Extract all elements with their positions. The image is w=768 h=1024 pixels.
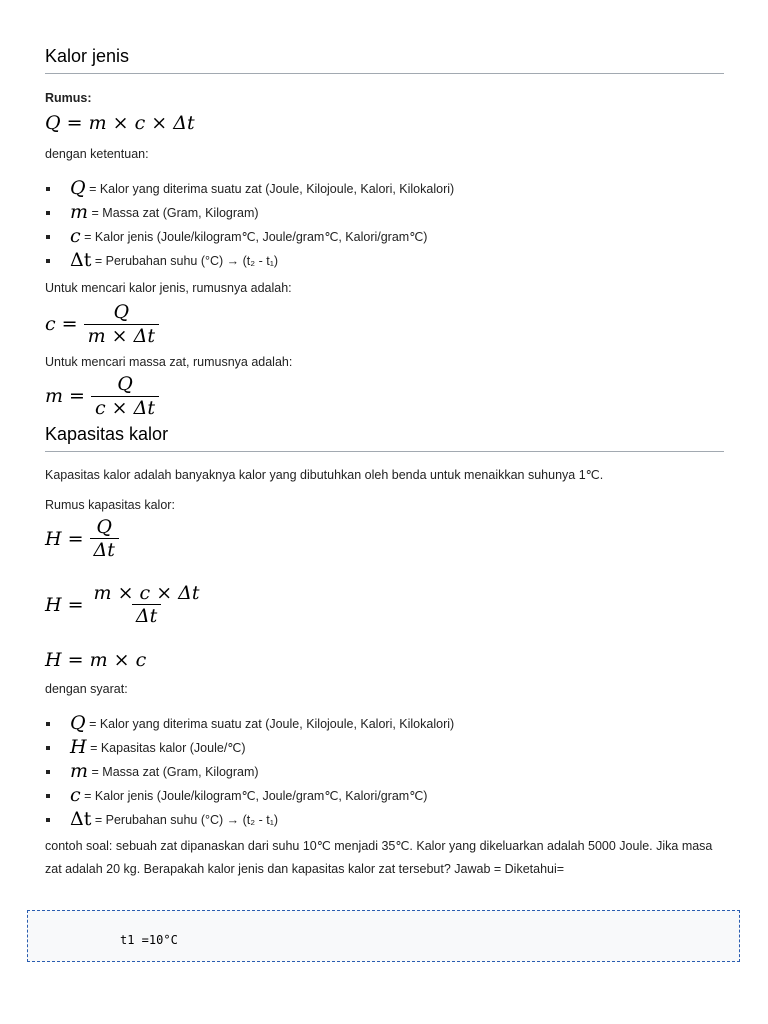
list-item-text: = Kalor yang diterima suatu zat (Joule, Kilojoule, Kalori, Kilokalori) [89,181,455,196]
formula-main: Q = m × c × Δt [45,111,195,134]
rumus-kapasitas-label: Rumus kapasitas kalor: [45,497,175,512]
list-item [45,759,724,783]
formula-h3: H = m × c [45,648,147,671]
section-heading-kalor-jenis: Kalor jenis [45,0,724,74]
rumus-label: Rumus: [45,90,92,105]
list-item [45,807,724,831]
contoh-soal-line-2: zat adalah 20 kg. Berapakah kalor jenis dan kapasitas kalor zat tersebut? Jawab = Diketahui= [45,861,565,876]
definition-list-1 [45,176,724,272]
list-item [45,200,724,224]
fraction-denominator: Δt [132,604,161,628]
list-item-text: = Massa zat (Gram, Kilogram) [91,205,259,220]
list-item-text: = Perubahan suhu (°C) → (t₂ - t₁) [94,812,279,827]
list-item-text: = Kapasitas kalor (Joule/℃) [90,740,246,755]
dengan-ketentuan-label: dengan ketentuan: [45,146,149,161]
fraction-denominator: c × Δt [91,396,159,420]
fraction [91,374,159,420]
list-item-text: = Massa zat (Gram, Kilogram) [91,764,259,779]
symbol-delta-t: Δt [70,248,92,271]
formula-lhs: m = [45,384,85,407]
list-item [45,783,724,807]
symbol-c: c [70,783,81,806]
symbol-q: Q [70,176,86,199]
formula-kalor-jenis [45,302,724,348]
dengan-syarat-label: dengan syarat: [45,681,128,696]
symbol-m: m [70,759,89,782]
fraction-denominator: Δt [90,538,119,562]
symbol-q: Q [70,711,86,734]
kapasitas-definition: Kapasitas kalor adalah banyaknya kalor yang dibutuhkan oleh benda untuk menaikkan suhunya 1℃. [45,467,604,482]
list-item [45,711,724,735]
symbol-h: H [70,735,87,758]
formula-h1 [45,517,724,567]
symbol-m: m [70,200,89,223]
code-block [27,910,740,962]
fraction [84,302,159,348]
list-item [45,176,724,200]
code-line: t1 =10°C [120,933,178,947]
fraction-numerator: Q [113,300,130,323]
massa-intro: Untuk mencari massa zat, rumusnya adalah: [45,354,293,369]
list-item-text: = Kalor jenis (Joule/kilogram℃, Joule/gram℃, Kalori/gram℃) [84,229,428,244]
fraction-numerator: Q [117,372,133,395]
section-heading-kapasitas-kalor: Kapasitas kalor [45,420,724,452]
list-item-text: = Perubahan suhu (°C) → (t₂ - t₁) [94,253,279,268]
fraction-denominator: m × Δt [84,324,159,348]
list-item [45,248,724,272]
list-item [45,224,724,248]
fraction [90,517,119,563]
list-item-text: = Kalor jenis (Joule/kilogram℃, Joule/gram℃, Kalori/gram℃) [84,788,428,803]
formula-lhs: H = [45,527,84,550]
fraction-numerator: Q [96,515,112,538]
formula-lhs: H = [45,593,84,616]
definition-list-2 [45,711,724,831]
fraction [90,583,204,629]
symbol-delta-t: Δt [70,807,92,830]
formula-massa [45,374,724,420]
formula-h2 [45,583,724,633]
list-item [45,735,724,759]
symbol-c: c [70,224,81,247]
kalor-jenis-intro: Untuk mencari kalor jenis, rumusnya adalah: [45,280,292,295]
formula-lhs: c = [45,312,78,335]
list-item-text: = Kalor yang diterima suatu zat (Joule, Kilojoule, Kalori, Kilokalori) [89,716,455,731]
contoh-soal-line-1: contoh soal: sebuah zat dipanaskan dari suhu 10℃ menjadi 35℃. Kalor yang dikeluarkan adalah 5000 Joule. Jika masa [45,838,713,853]
fraction-numerator: m × c × Δt [93,581,200,604]
